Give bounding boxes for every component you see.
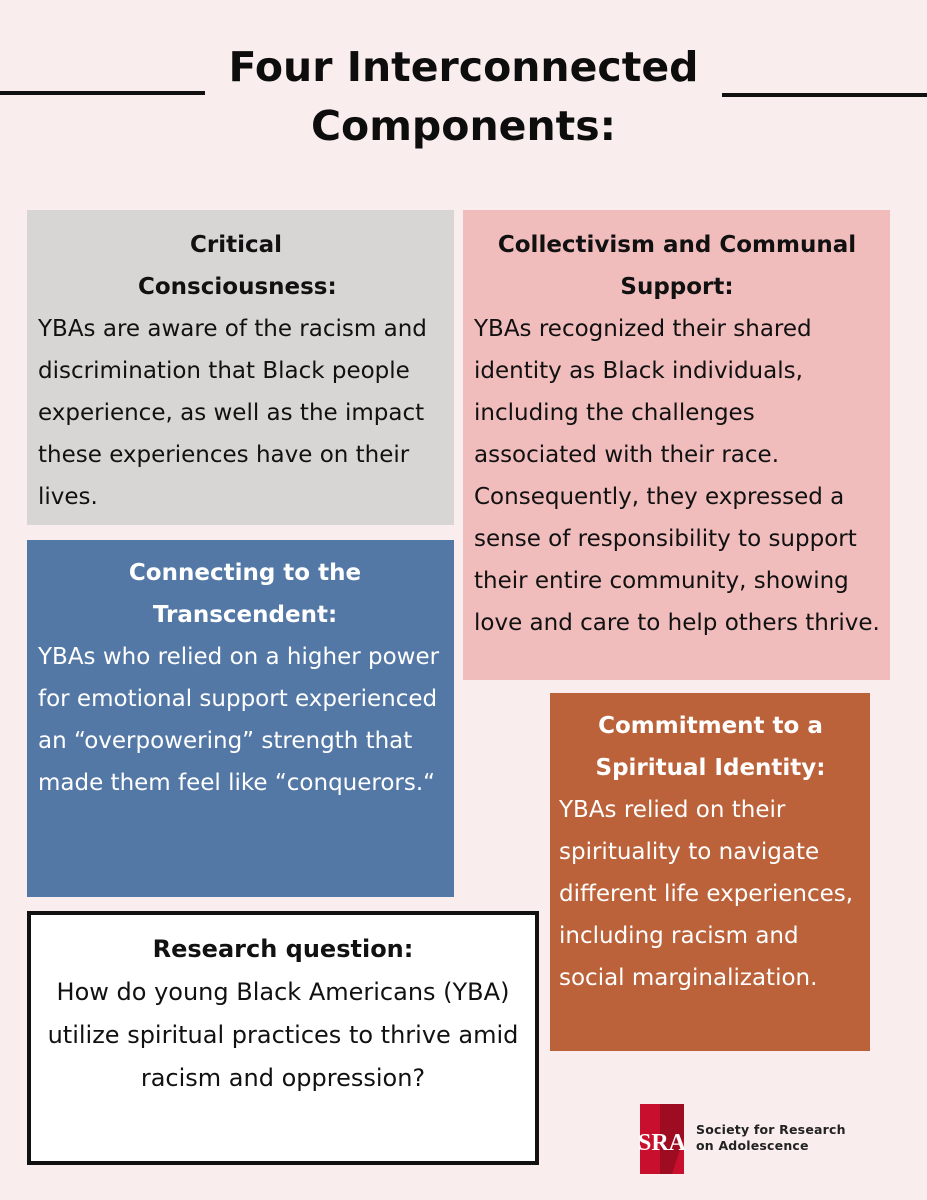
card-heading: Collectivism and Communal Support:	[497, 232, 857, 300]
critical-consciousness-card	[27, 210, 454, 525]
logo-line-2: on Adolescence	[696, 1138, 809, 1153]
card-body: YBAs recognized their shared identity as Black individuals, including the challenges associated with their race. Consequently, they expressed a sense of responsibility to support their entire community, showing love and care to help others thrive.	[474, 316, 880, 636]
sra-logo	[634, 1104, 874, 1176]
collectivism-card	[463, 210, 890, 680]
card-body: YBAs who relied on a higher power for emotional support experienced an “overpowering” strength that made them feel like “conquerors.“	[38, 644, 440, 796]
sra-logo-mark-icon	[634, 1104, 690, 1174]
title-rule-left	[0, 91, 205, 95]
card-body: YBAs are aware of the racism and discrimination that Black people experience, as well as the impact these experiences have on their lives.	[38, 316, 427, 510]
logo-line-1: Society for Research	[696, 1122, 846, 1137]
card-heading: Commitment to a Spiritual Identity:	[595, 713, 826, 781]
transcendent-card	[27, 540, 454, 897]
research-question-card	[27, 911, 539, 1165]
page-title: Four Interconnected Components:	[228, 43, 699, 150]
card-heading: Research question:	[152, 935, 414, 963]
logo-text	[696, 1122, 846, 1154]
card-heading: Critical Consciousness:	[138, 232, 337, 300]
title-rule-right	[722, 93, 927, 97]
card-heading: Connecting to the Transcendent:	[128, 560, 362, 628]
card-body: How do young Black Americans (YBA) utilize spiritual practices to thrive amid racism and oppression?	[47, 978, 519, 1092]
spiritual-identity-card	[550, 693, 870, 1051]
card-body: YBAs relied on their spirituality to navigate different life experiences, including racism and social marginalization.	[559, 797, 854, 991]
logo-mark-text: SRA	[637, 1130, 687, 1156]
